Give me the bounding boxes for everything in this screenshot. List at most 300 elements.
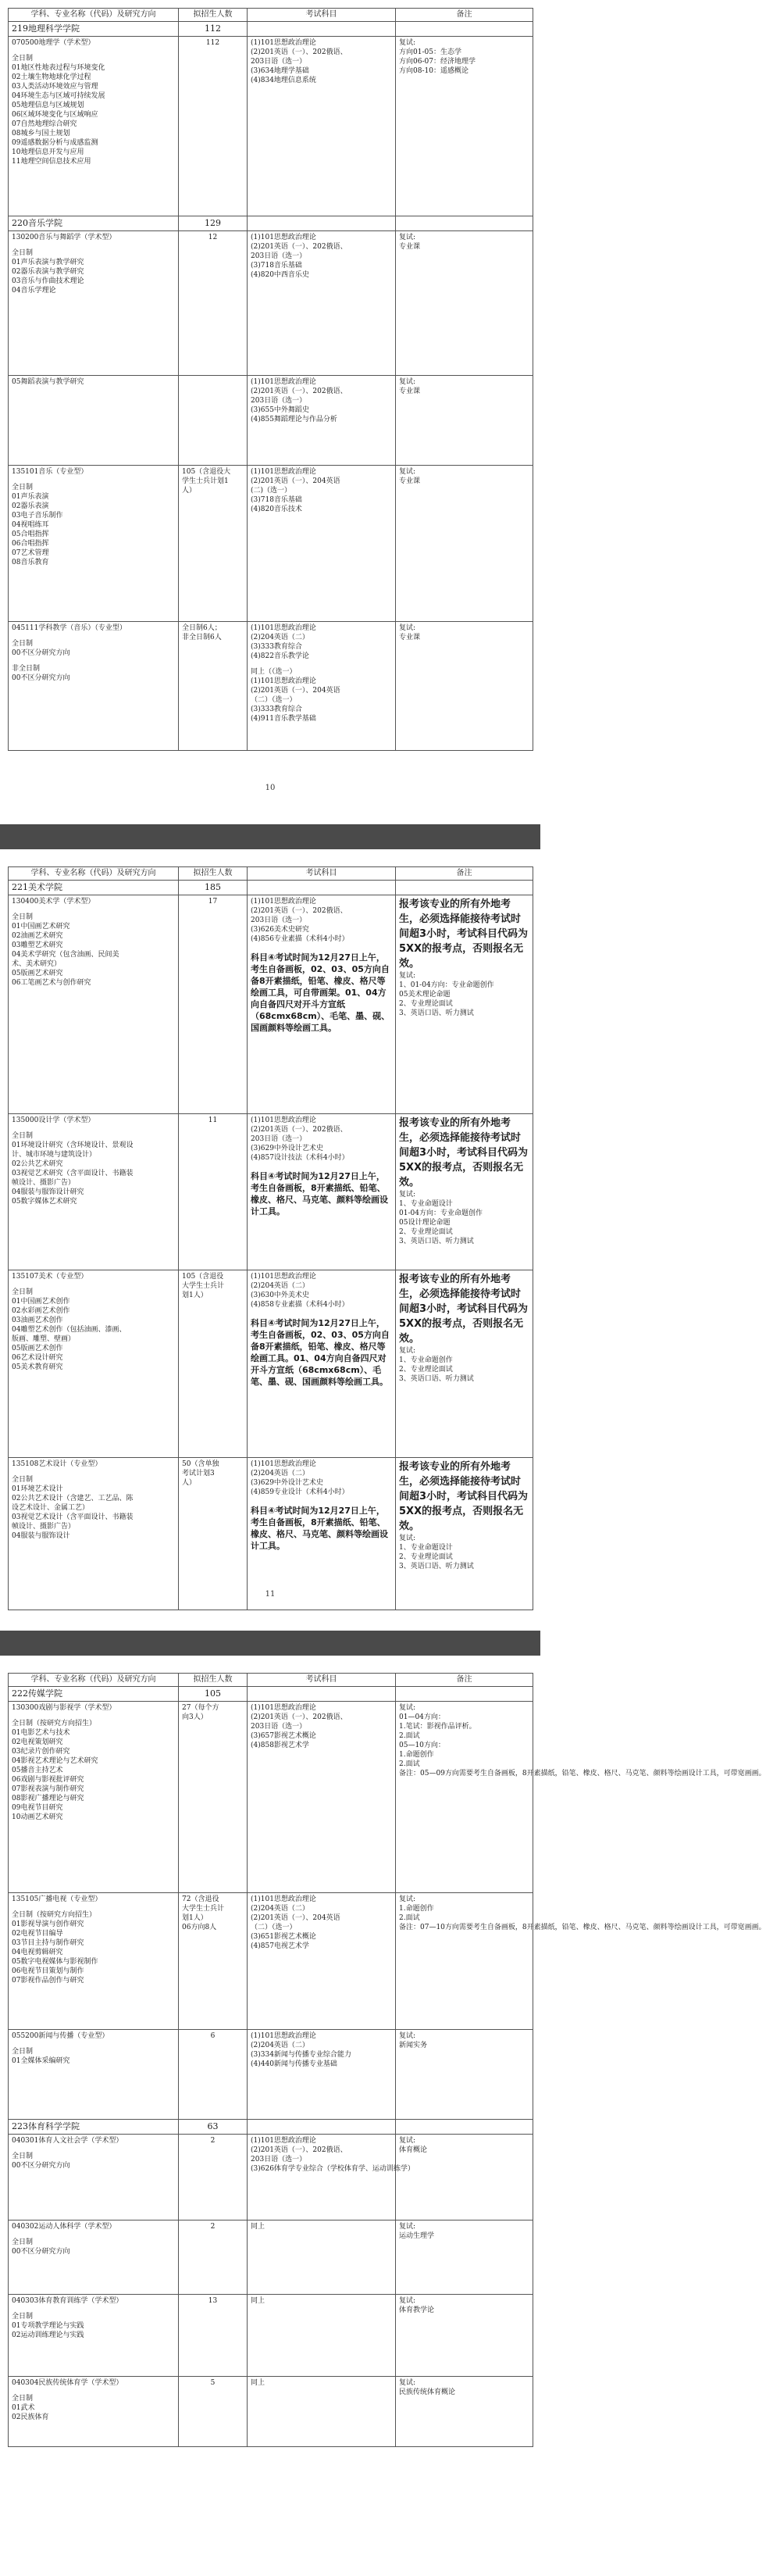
- text-line: 同上（（选一）: [251, 668, 297, 676]
- college-name: [9, 22, 179, 37]
- text-line: 203日语（选一）: [251, 58, 307, 66]
- page-separator: [0, 824, 540, 849]
- column-header: 拟招生人数: [179, 867, 248, 881]
- text-line: 复试:: [399, 624, 416, 632]
- note-cell: [396, 2221, 533, 2295]
- empty-cell: [248, 22, 396, 37]
- text-value: 112: [205, 23, 221, 34]
- text-line: 全日制: [12, 913, 34, 921]
- text-line: (2)201英语（一）、202俄语、: [251, 48, 347, 56]
- empty-cell: [396, 1687, 533, 1702]
- program-cell: [9, 2030, 179, 2120]
- text-line: 02电视节目编导: [12, 1930, 63, 1938]
- text-line: (2)204英语（二）: [251, 2042, 309, 2049]
- text-line: 学生士兵计划1: [182, 477, 229, 485]
- text-line: 民族传统体育概论: [399, 2388, 456, 2396]
- program-cell: [9, 2221, 179, 2295]
- text-line: 06合唱指挥: [12, 540, 49, 548]
- exam-cell: [248, 1114, 396, 1270]
- college-row: [9, 2120, 533, 2135]
- text-value: 12: [208, 234, 218, 241]
- text-line: 05美术教育研究: [12, 1363, 63, 1371]
- text-line: (3)718音乐基础: [251, 496, 302, 504]
- text-line: 体育概论: [399, 2146, 428, 2154]
- program-row: [9, 1702, 533, 1893]
- line-gap: [12, 633, 175, 639]
- text-line: (2)204英语（二）: [251, 1282, 309, 1290]
- text-line: (4)857电视艺术学: [251, 1942, 309, 1950]
- program-cell: [9, 895, 179, 1114]
- text-line: 05地理信息与区域规划: [12, 102, 84, 109]
- text-line: 02水彩画艺术创作: [12, 1307, 70, 1315]
- text-line: 全日制: [12, 2395, 34, 2403]
- count-cell: [179, 2030, 248, 2120]
- empty-cell: [248, 881, 396, 895]
- column-header: 考试科目: [248, 1674, 396, 1687]
- text-line: (3)333教育综合: [251, 643, 302, 651]
- text-line: 03纪录片创作研究: [12, 1748, 70, 1756]
- text-line: 全日制6人；: [182, 624, 222, 632]
- empty-cell: [396, 22, 533, 37]
- note-cell: [396, 1702, 766, 1893]
- college-row: [9, 1687, 533, 1702]
- text-value: 2: [210, 2223, 216, 2231]
- text-line: 05版画艺术创作: [12, 1345, 63, 1352]
- text-line: (1)101思想政治理论: [251, 2032, 316, 2040]
- registration-notice: 报考该专业的所有外地考生，必须选择能接待考试时间超3小时，考试科目代码为5XX的报考点，否则报名无效。: [399, 1274, 529, 1345]
- text-line: 全日制: [12, 484, 34, 491]
- text-line: 06电视节目策划与制作: [12, 1967, 84, 1975]
- text-line: 专业课: [399, 243, 421, 251]
- text-line: 复试:: [399, 1347, 416, 1355]
- text-line: 04雕塑艺术创作（包括油画、漆画、: [12, 1326, 126, 1334]
- exam-cell: [248, 37, 396, 216]
- text-line: (3)334新闻与传播专业综合能力: [251, 2051, 351, 2059]
- page-number: 10: [265, 784, 276, 792]
- text-line: 040301体育人文社会学（学术型）: [12, 2137, 123, 2145]
- text-line: 02公共艺术研究: [12, 1160, 63, 1168]
- text-line: (4)820音乐技术: [251, 506, 302, 513]
- text-line: 01专项教学理论与实践: [12, 2322, 84, 2330]
- program-row: [9, 1458, 533, 1610]
- text-line: 复试:: [399, 1704, 416, 1712]
- program-row: [9, 466, 533, 622]
- college-row: [9, 881, 533, 895]
- column-header: 拟招生人数: [179, 9, 248, 22]
- text-line: 1、专业命题创作: [399, 1356, 453, 1364]
- text-line: (3)655中外舞蹈史: [251, 406, 309, 414]
- text-line: 全日制: [12, 2238, 34, 2246]
- text-line: 203日语（选一）: [251, 2156, 307, 2163]
- text-line: 复试:: [399, 2379, 416, 2387]
- program-cell: [9, 622, 179, 751]
- text-line: 非全日制: [12, 665, 41, 673]
- exam-notice: 科目④考试时间为12月27日上午，考生自备画板，8开素描纸、铅笔、橡皮、格尺、马克笔、颜料等绘画设计工具。: [251, 1171, 388, 1217]
- text-line: (3)629中外设计艺术史: [251, 1145, 323, 1152]
- text-line: （二）（选一）: [251, 1924, 297, 1931]
- line-gap: [12, 1469, 175, 1475]
- note-cell: [396, 1893, 766, 2030]
- text-line: 08城乡与国土规划: [12, 130, 70, 138]
- text-line: 00不区分研究方向: [12, 674, 70, 682]
- line-gap: [12, 906, 175, 913]
- text-line: 复试:: [399, 2137, 416, 2145]
- empty-cell: [396, 2120, 533, 2135]
- line-gap: [12, 1281, 175, 1288]
- text-line: 运动生理学: [399, 2232, 435, 2240]
- text-line: 大学生士兵计: [182, 1905, 225, 1913]
- text-line: 复试:: [399, 234, 416, 241]
- text-line: 03节目主持与制作研究: [12, 1939, 84, 1947]
- text-line: 203日语（选一）: [251, 397, 307, 405]
- text-line: (3)629中外设计艺术史: [251, 1479, 323, 1487]
- line-gap: [251, 661, 392, 667]
- text-line: 50（含单独: [182, 1460, 219, 1468]
- text-line: (1)101思想政治理论: [251, 624, 316, 632]
- text-line: 专业课: [399, 477, 421, 485]
- exam-cell: [248, 1893, 396, 2030]
- text-line: (2)201英语（一）、202俄语、: [251, 1713, 347, 1721]
- text-line: 01武术: [12, 2404, 35, 2412]
- college-count: [179, 216, 248, 231]
- text-line: 帧设计、摄影广告）: [12, 1179, 76, 1187]
- count-cell: [179, 895, 248, 1114]
- text-line: (2)201英语（一）、202俄语、: [251, 388, 347, 395]
- text-line: 06区域环境变化与区域响应: [12, 111, 98, 119]
- line-gap: [12, 2306, 175, 2312]
- text-line: 135105广播电视（专业型）: [12, 1895, 102, 1903]
- count-cell: [179, 1458, 248, 1610]
- text-line: 全日制: [12, 640, 34, 648]
- text-line: (4)822音乐教学论: [251, 652, 309, 660]
- text-line: 05舞蹈表演与教学研究: [12, 378, 84, 386]
- text-value: 105: [205, 1688, 221, 1699]
- empty-cell: [248, 1687, 396, 1702]
- program-cell: [9, 2135, 179, 2221]
- text-line: 05数字电视媒体与影视制作: [12, 1958, 98, 1966]
- text-line: 09遥感数据分析与成感监测: [12, 139, 98, 147]
- line-gap: [12, 242, 175, 248]
- text-line: (2)201英语（一）、204英语: [251, 687, 340, 695]
- text-line: 09电视节目研究: [12, 1804, 63, 1812]
- text-value: 13: [208, 2297, 218, 2305]
- program-cell: [9, 37, 179, 216]
- program-cell: [9, 376, 179, 466]
- text-line: 同上: [251, 2223, 265, 2231]
- text-line: 05—10方向：: [399, 1742, 445, 1749]
- text-value: 219地理科学学院: [12, 23, 80, 34]
- column-header: 学科、专业名称（代码）及研究方向: [9, 867, 179, 881]
- text-value: 222传媒学院: [12, 1688, 62, 1699]
- program-row: [9, 376, 533, 466]
- note-cell: [396, 1458, 533, 1610]
- line-gap: [12, 2388, 175, 2394]
- college-row: [9, 22, 533, 37]
- text-line: 方向01-05：生态学: [399, 48, 461, 56]
- text-line: 02器乐表演与教学研究: [12, 268, 84, 276]
- text-line: 055200新闻与传播（专业型）: [12, 2032, 109, 2040]
- text-line: 130400美术学（学术型）: [12, 898, 95, 906]
- program-row: [9, 2295, 533, 2377]
- count-cell: [179, 466, 248, 622]
- text-line: 045111学科教学（音乐）（专业型）: [12, 624, 126, 632]
- text-line: 02土壤生物地球化学过程: [12, 73, 91, 81]
- exam-cell: [248, 1702, 396, 1893]
- line-gap: [12, 658, 175, 664]
- count-cell: [179, 2377, 248, 2447]
- text-line: 135107美术（专业型）: [12, 1273, 88, 1281]
- table-header-row: [9, 867, 533, 881]
- text-line: 复试:: [399, 468, 416, 476]
- text-line: 04影视艺术理论与艺术研究: [12, 1757, 98, 1765]
- college-name: [9, 1687, 179, 1702]
- program-row: [9, 2030, 533, 2120]
- text-line: 1、01-04方向：专业命题创作: [399, 981, 494, 989]
- text-line: 2.面试: [399, 1914, 420, 1922]
- text-line: 2.面试: [399, 1760, 420, 1768]
- text-line: 06方向8人: [182, 1924, 217, 1931]
- program-row: [9, 2377, 533, 2447]
- text-line: 版画、雕塑、壁画）: [12, 1335, 76, 1343]
- college-name: [9, 216, 179, 231]
- text-line: 划1人）: [182, 1914, 208, 1922]
- text-line: 01声乐表演: [12, 493, 49, 501]
- text-line: 01中国画艺术创作: [12, 1298, 70, 1306]
- exam-cell: [248, 2295, 396, 2377]
- text-value: 129: [205, 218, 221, 228]
- empty-cell: [396, 881, 533, 895]
- registration-notice: 报考该专业的所有外地考生，必须选择能接待考试时间超3小时，考试科目代码为5XX的报考点，否则报名无效。: [399, 899, 529, 970]
- text-line: 04视唱练耳: [12, 521, 49, 529]
- admissions-table: [8, 8, 533, 751]
- text-line: 08影视广播理论与研究: [12, 1795, 84, 1802]
- note-cell: [396, 1114, 533, 1270]
- text-line: 全日制: [12, 1288, 34, 1296]
- text-line: 040303体育教育训练学（学术型）: [12, 2297, 123, 2305]
- exam-cell: [248, 2030, 396, 2120]
- text-line: (4)834地理信息系统: [251, 77, 316, 84]
- text-line: 10地理信息开发与应用: [12, 148, 84, 156]
- text-line: 06戏剧与影视批评研究: [12, 1776, 84, 1784]
- document-page: [0, 1656, 766, 2576]
- program-row: [9, 1893, 533, 2030]
- program-cell: [9, 231, 179, 376]
- exam-cell: [248, 376, 396, 466]
- text-line: 术、美术研究）: [12, 960, 62, 968]
- text-value: 112: [205, 39, 220, 47]
- text-line: 01影视导演与创作研究: [12, 1920, 84, 1928]
- text-line: (二)（选一）: [251, 487, 292, 495]
- text-line: 全日制: [12, 55, 34, 63]
- note-cell: [396, 1270, 533, 1458]
- text-line: (3)657影视艺术概论: [251, 1732, 316, 1740]
- program-cell: [9, 1270, 179, 1458]
- text-line: 04环境生态与区域可持续发展: [12, 92, 105, 100]
- text-line: 1、专业命题设计: [399, 1200, 453, 1208]
- text-line: 03视觉艺术设计（含平面设计、书籍装: [12, 1513, 134, 1521]
- exam-cell: [248, 1270, 396, 1458]
- line-gap: [12, 48, 175, 54]
- text-line: (1)101思想政治理论: [251, 677, 316, 685]
- table-header-row: [9, 9, 533, 22]
- line-gap: [12, 2041, 175, 2047]
- count-cell: [179, 622, 248, 751]
- text-line: (1)101思想政治理论: [251, 898, 316, 906]
- text-line: (1)101思想政治理论: [251, 1895, 316, 1903]
- exam-cell: [248, 1458, 396, 1610]
- line-gap: [12, 2231, 175, 2238]
- text-line: 03音乐与作曲技术理论: [12, 277, 84, 285]
- text-line: 3、英语口语、听力测试: [399, 1563, 474, 1570]
- text-line: 2、专业理论面试: [399, 1366, 453, 1374]
- exam-cell: [248, 2377, 396, 2447]
- text-line: 全日制: [12, 1132, 34, 1140]
- text-line: 全日制（按研究方向招生）: [12, 1720, 97, 1727]
- empty-cell: [248, 216, 396, 231]
- text-line: 03雕塑艺术研究: [12, 941, 63, 949]
- text-line: 01环境设计研究（含环境设计、景观设: [12, 1142, 134, 1149]
- text-line: (4)440新闻与传播专业基础: [251, 2060, 337, 2068]
- text-line: 3、英语口语、听力测试: [399, 1009, 474, 1017]
- text-line: 01地区性地表过程与环境变化: [12, 64, 105, 72]
- text-line: (1)101思想政治理论: [251, 1273, 316, 1281]
- text-line: 72（含退役: [182, 1895, 219, 1903]
- count-cell: [179, 2135, 248, 2221]
- text-line: 复试:: [399, 2223, 416, 2231]
- text-line: 05美术理论命题: [399, 991, 451, 999]
- text-line: 3、英语口语、听力测试: [399, 1375, 474, 1383]
- text-line: (3)630中外美术史: [251, 1292, 309, 1299]
- text-line: 同上: [251, 2297, 265, 2305]
- text-line: (3)626体育学专业综合（学校体育学、运动训练学）: [251, 2165, 415, 2173]
- text-line: (4)855舞蹈理论与作品分析: [251, 416, 337, 423]
- note-cell: [396, 2295, 533, 2377]
- college-count: [179, 2120, 248, 2135]
- text-line: 02运动训练理论与实践: [12, 2331, 84, 2339]
- text-line: 135101音乐（专业型）: [12, 468, 88, 476]
- text-line: 03人类活动环境效应与管理: [12, 83, 98, 91]
- empty-cell: [396, 216, 533, 231]
- text-line: 复试:: [399, 1535, 416, 1542]
- text-value: 220音乐学院: [12, 218, 62, 228]
- text-line: (2)201英语（一）、204英语: [251, 1914, 340, 1922]
- text-line: (1)101思想政治理论: [251, 1704, 316, 1712]
- text-line: 划1人）: [182, 1292, 208, 1299]
- college-count: [179, 22, 248, 37]
- text-line: (4)859专业设计（术科4小时）: [251, 1488, 349, 1496]
- column-header: 学科、专业名称（代码）及研究方向: [9, 9, 179, 22]
- count-cell: [179, 37, 248, 216]
- text-line: (2)204英语（二）: [251, 634, 309, 641]
- text-line: 02民族体育: [12, 2413, 49, 2421]
- text-line: 203日语（选一）: [251, 916, 307, 924]
- text-line: 07艺术管理: [12, 549, 49, 557]
- note-cell: [396, 622, 533, 751]
- text-line: 06工笔画艺术与创作研究: [12, 979, 91, 987]
- text-line: 02公共艺术设计（含建艺、工艺品、陈: [12, 1495, 134, 1502]
- document-page: [0, 0, 540, 824]
- program-cell: [9, 2377, 179, 2447]
- text-value: 185: [205, 882, 221, 892]
- text-line: 备注：05—09方向需要考生自备画板，8开素描纸，铅笔、橡皮、格尺、马克笔、颜料等绘画设计工具，可带宽画画。: [399, 1770, 766, 1777]
- text-line: (2)204英语（二）: [251, 1905, 309, 1913]
- text-line: (4)858影视艺术学: [251, 1742, 309, 1749]
- text-line: (2)201英语（一）、202俄语、: [251, 2146, 347, 2154]
- line-gap: [12, 477, 175, 483]
- text-line: 全日制: [12, 2048, 34, 2056]
- text-line: 帧设计、摄影广告）: [12, 1523, 76, 1531]
- table-header-row: [9, 1674, 533, 1687]
- note-cell: [396, 2030, 533, 2120]
- line-gap: [12, 1125, 175, 1131]
- text-line: 02器乐表演: [12, 502, 49, 510]
- exam-cell: [248, 231, 396, 376]
- text-line: 01—04方向：: [399, 1713, 445, 1721]
- page-number: 11: [265, 1590, 276, 1599]
- text-line: (4)856专业素描（术科4小时）: [251, 935, 349, 943]
- text-line: (3)651影视艺术概论: [251, 1933, 316, 1941]
- text-line: (3)626美术史研究: [251, 926, 309, 934]
- text-line: 03视觉艺术研究（含平面设计、书籍装: [12, 1170, 134, 1177]
- text-line: 复试:: [399, 1895, 416, 1903]
- exam-notice: 科目④考试时间为12月27日上午，考生自备画板，02、03、05方向自备8开素描纸，铅笔、橡皮、格尺等绘画工具，可自带画架。01、04方向自备四尺对开斗方宣纸（68cmx68cm）、毛笔、墨、砚、国画颜料等绘画工具。: [251, 952, 390, 1033]
- text-line: 203日语（选一）: [251, 252, 307, 260]
- text-line: (1)101思想政治理论: [251, 1117, 316, 1124]
- exam-notice: 科目④考试时间为12月27日上午，考生自备画板，8开素描纸、铅笔、橡皮、格尺、马克笔、颜料等绘画设计工具。: [251, 1506, 388, 1551]
- text-line: 新闻实务: [399, 2042, 428, 2049]
- document-page: [0, 849, 540, 1631]
- text-line: 01声乐表演与教学研究: [12, 259, 84, 266]
- column-header: 备注: [396, 1674, 533, 1687]
- text-line: 04美术学研究（包含油画、民间美: [12, 951, 119, 959]
- text-line: 人）: [182, 487, 197, 495]
- text-line: 方向08-10：遥感概论: [399, 67, 469, 75]
- program-row: [9, 1270, 533, 1458]
- text-line: 00不区分研究方向: [12, 2162, 70, 2170]
- text-line: (1)101思想政治理论: [251, 468, 316, 476]
- line-gap: [12, 2145, 175, 2152]
- college-count: [179, 1687, 248, 1702]
- text-line: (1)101思想政治理论: [251, 378, 316, 386]
- text-line: 070500地理学（学术型）: [12, 39, 95, 47]
- text-line: 2、专业理论面试: [399, 1000, 453, 1008]
- text-line: (1)101思想政治理论: [251, 39, 316, 47]
- text-line: (4)820中西音乐史: [251, 271, 309, 279]
- text-line: 04服装与服饰设计: [12, 1532, 70, 1540]
- text-line: 135000设计学（学术型）: [12, 1117, 95, 1124]
- note-cell: [396, 37, 533, 216]
- text-value: 2: [210, 2137, 216, 2145]
- text-line: (3)634地理学基础: [251, 67, 309, 75]
- text-line: (1)101思想政治理论: [251, 234, 316, 241]
- text-line: 27（每个方: [182, 1704, 219, 1712]
- text-line: 非全日制6人: [182, 634, 222, 641]
- text-line: 3、英语口语、听力测试: [399, 1238, 474, 1245]
- registration-notice: 报考该专业的所有外地考生，必须选择能接待考试时间超3小时，考试科目代码为5XX的报考点，否则报名无效。: [399, 1117, 529, 1188]
- column-header: 备注: [396, 867, 533, 881]
- text-line: 全日制: [12, 1476, 34, 1484]
- line-gap: [12, 1713, 175, 1719]
- text-line: (2)201英语（一）、202俄语、: [251, 243, 347, 251]
- program-row: [9, 895, 533, 1114]
- empty-cell: [248, 2120, 396, 2135]
- text-line: 同上: [251, 2379, 265, 2387]
- text-line: 130300戏剧与影视学（学术型）: [12, 1704, 116, 1712]
- text-line: 1.命题创作: [399, 1905, 434, 1913]
- text-value: 63: [207, 2121, 219, 2131]
- program-cell: [9, 1702, 179, 1893]
- text-line: 040304民族传统体育学（学术型）: [12, 2379, 123, 2387]
